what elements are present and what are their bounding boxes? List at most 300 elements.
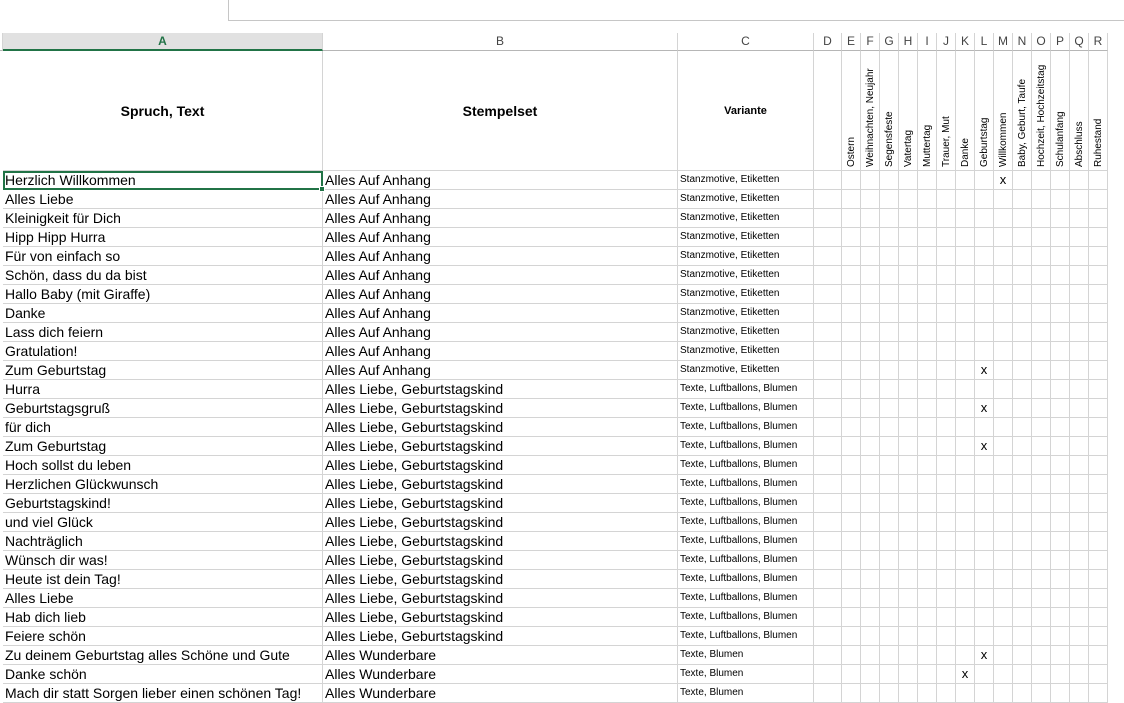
cell-f[interactable] — [861, 323, 880, 342]
cell-h[interactable] — [899, 627, 918, 646]
cell-g[interactable] — [880, 190, 899, 209]
cell-b[interactable]: Alles Wunderbare — [323, 665, 678, 684]
cell-b[interactable]: Alles Wunderbare — [323, 684, 678, 703]
cell-g[interactable] — [880, 380, 899, 399]
cell-m[interactable] — [994, 342, 1013, 361]
cell-f[interactable] — [861, 551, 880, 570]
cell-j[interactable] — [937, 171, 956, 190]
cell-c[interactable]: Texte, Luftballons, Blumen — [678, 532, 814, 551]
cell-p[interactable] — [1051, 361, 1070, 380]
cell-q[interactable] — [1070, 209, 1089, 228]
cell-k[interactable] — [956, 684, 975, 703]
cell-d[interactable] — [814, 513, 842, 532]
cell-i[interactable] — [918, 361, 937, 380]
cell-e[interactable] — [842, 608, 861, 627]
cell-l[interactable] — [975, 418, 994, 437]
cell-i[interactable] — [918, 418, 937, 437]
cell-m[interactable] — [994, 209, 1013, 228]
cell-e[interactable] — [842, 494, 861, 513]
cell-g[interactable] — [880, 551, 899, 570]
cell-q[interactable] — [1070, 494, 1089, 513]
cell-r[interactable] — [1089, 228, 1108, 247]
cell-j[interactable] — [937, 304, 956, 323]
cell-g[interactable] — [880, 304, 899, 323]
cell-p[interactable] — [1051, 589, 1070, 608]
header-cell-o[interactable] — [1032, 51, 1051, 171]
cell-n[interactable] — [1013, 399, 1032, 418]
header-cell-a[interactable]: Spruch, Text — [3, 51, 323, 171]
cell-f[interactable] — [861, 684, 880, 703]
cell-h[interactable] — [899, 475, 918, 494]
cell-n[interactable] — [1013, 209, 1032, 228]
cell-p[interactable] — [1051, 494, 1070, 513]
cell-o[interactable] — [1032, 304, 1051, 323]
cell-g[interactable] — [880, 285, 899, 304]
cell-b[interactable]: Alles Liebe, Geburtstagskind — [323, 513, 678, 532]
cell-i[interactable] — [918, 228, 937, 247]
cell-f[interactable] — [861, 418, 880, 437]
cell-e[interactable] — [842, 665, 861, 684]
column-header-o[interactable]: O — [1032, 33, 1051, 51]
cell-d[interactable] — [814, 608, 842, 627]
cell-q[interactable] — [1070, 247, 1089, 266]
cell-d[interactable] — [814, 361, 842, 380]
cell-n[interactable] — [1013, 190, 1032, 209]
cell-q[interactable] — [1070, 646, 1089, 665]
cell-g[interactable] — [880, 627, 899, 646]
cell-e[interactable] — [842, 266, 861, 285]
cell-f[interactable] — [861, 608, 880, 627]
cell-d[interactable] — [814, 551, 842, 570]
cell-o[interactable] — [1032, 285, 1051, 304]
cell-i[interactable] — [918, 551, 937, 570]
cell-p[interactable] — [1051, 304, 1070, 323]
cell-k[interactable] — [956, 304, 975, 323]
cell-r[interactable] — [1089, 551, 1108, 570]
cell-i[interactable] — [918, 209, 937, 228]
cell-i[interactable] — [918, 304, 937, 323]
cell-a[interactable]: Hab dich lieb — [3, 608, 323, 627]
cell-n[interactable] — [1013, 437, 1032, 456]
header-cell-h[interactable] — [899, 51, 918, 171]
cell-a[interactable]: Zum Geburtstag — [3, 437, 323, 456]
cell-i[interactable] — [918, 247, 937, 266]
cell-h[interactable] — [899, 589, 918, 608]
cell-r[interactable] — [1089, 209, 1108, 228]
header-cell-q[interactable] — [1070, 51, 1089, 171]
cell-h[interactable] — [899, 190, 918, 209]
cell-h[interactable] — [899, 247, 918, 266]
cell-k[interactable] — [956, 228, 975, 247]
cell-j[interactable] — [937, 589, 956, 608]
cell-g[interactable] — [880, 266, 899, 285]
cell-h[interactable] — [899, 323, 918, 342]
cell-n[interactable] — [1013, 323, 1032, 342]
cell-j[interactable] — [937, 209, 956, 228]
cell-m[interactable] — [994, 665, 1013, 684]
cell-r[interactable] — [1089, 532, 1108, 551]
cell-o[interactable] — [1032, 646, 1051, 665]
header-cell-e[interactable] — [842, 51, 861, 171]
cell-n[interactable] — [1013, 342, 1032, 361]
cell-m[interactable] — [994, 608, 1013, 627]
cell-f[interactable] — [861, 304, 880, 323]
cell-n[interactable] — [1013, 285, 1032, 304]
cell-l[interactable] — [975, 266, 994, 285]
cell-r[interactable] — [1089, 494, 1108, 513]
cell-a[interactable]: Danke schön — [3, 665, 323, 684]
cell-o[interactable] — [1032, 456, 1051, 475]
cell-q[interactable] — [1070, 532, 1089, 551]
cell-d[interactable] — [814, 323, 842, 342]
cell-p[interactable] — [1051, 513, 1070, 532]
cell-c[interactable]: Stanzmotive, Etiketten — [678, 361, 814, 380]
cell-p[interactable] — [1051, 646, 1070, 665]
cell-l[interactable]: x — [975, 437, 994, 456]
cell-b[interactable]: Alles Auf Anhang — [323, 266, 678, 285]
cell-n[interactable] — [1013, 171, 1032, 190]
cell-e[interactable] — [842, 437, 861, 456]
cell-i[interactable] — [918, 380, 937, 399]
header-cell-f[interactable] — [861, 51, 880, 171]
cell-g[interactable] — [880, 684, 899, 703]
cell-d[interactable] — [814, 532, 842, 551]
cell-r[interactable] — [1089, 513, 1108, 532]
cell-a[interactable]: Hipp Hipp Hurra — [3, 228, 323, 247]
cell-o[interactable] — [1032, 570, 1051, 589]
cell-q[interactable] — [1070, 684, 1089, 703]
cell-g[interactable] — [880, 209, 899, 228]
cell-e[interactable] — [842, 209, 861, 228]
cell-r[interactable] — [1089, 456, 1108, 475]
cell-d[interactable] — [814, 285, 842, 304]
cell-n[interactable] — [1013, 608, 1032, 627]
cell-e[interactable] — [842, 589, 861, 608]
cell-l[interactable]: x — [975, 361, 994, 380]
cell-j[interactable] — [937, 437, 956, 456]
cell-c[interactable]: Texte, Luftballons, Blumen — [678, 551, 814, 570]
cell-g[interactable] — [880, 228, 899, 247]
cell-l[interactable] — [975, 247, 994, 266]
cell-c[interactable]: Texte, Luftballons, Blumen — [678, 570, 814, 589]
cell-h[interactable] — [899, 418, 918, 437]
cell-d[interactable] — [814, 266, 842, 285]
cell-a[interactable]: Für von einfach so — [3, 247, 323, 266]
cell-k[interactable] — [956, 627, 975, 646]
cell-c[interactable]: Texte, Luftballons, Blumen — [678, 437, 814, 456]
cell-g[interactable] — [880, 399, 899, 418]
column-header-d[interactable]: D — [814, 33, 842, 51]
cell-e[interactable] — [842, 627, 861, 646]
cell-a[interactable]: Kleinigkeit für Dich — [3, 209, 323, 228]
cell-i[interactable] — [918, 475, 937, 494]
cell-o[interactable] — [1032, 228, 1051, 247]
cell-h[interactable] — [899, 361, 918, 380]
cell-l[interactable] — [975, 285, 994, 304]
cell-n[interactable] — [1013, 228, 1032, 247]
cell-m[interactable] — [994, 684, 1013, 703]
cell-q[interactable] — [1070, 304, 1089, 323]
cell-j[interactable] — [937, 513, 956, 532]
cell-e[interactable] — [842, 532, 861, 551]
cell-e[interactable] — [842, 456, 861, 475]
cell-r[interactable] — [1089, 589, 1108, 608]
cell-r[interactable] — [1089, 285, 1108, 304]
cell-m[interactable] — [994, 437, 1013, 456]
cell-b[interactable]: Alles Liebe, Geburtstagskind — [323, 437, 678, 456]
cell-r[interactable] — [1089, 437, 1108, 456]
cell-g[interactable] — [880, 570, 899, 589]
cell-g[interactable] — [880, 475, 899, 494]
cell-b[interactable]: Alles Liebe, Geburtstagskind — [323, 532, 678, 551]
cell-r[interactable] — [1089, 646, 1108, 665]
cell-n[interactable] — [1013, 665, 1032, 684]
cell-f[interactable] — [861, 171, 880, 190]
formula-bar[interactable] — [228, 0, 1124, 21]
cell-m[interactable] — [994, 646, 1013, 665]
cell-f[interactable] — [861, 627, 880, 646]
cell-p[interactable] — [1051, 380, 1070, 399]
cell-p[interactable] — [1051, 532, 1070, 551]
cell-r[interactable] — [1089, 361, 1108, 380]
cell-o[interactable] — [1032, 684, 1051, 703]
cell-q[interactable] — [1070, 399, 1089, 418]
cell-h[interactable] — [899, 608, 918, 627]
cell-k[interactable] — [956, 532, 975, 551]
cell-c[interactable]: Texte, Luftballons, Blumen — [678, 418, 814, 437]
cell-e[interactable] — [842, 190, 861, 209]
cell-h[interactable] — [899, 513, 918, 532]
cell-d[interactable] — [814, 209, 842, 228]
cell-k[interactable] — [956, 589, 975, 608]
cell-m[interactable] — [994, 589, 1013, 608]
header-cell-g[interactable] — [880, 51, 899, 171]
cell-l[interactable] — [975, 627, 994, 646]
cell-m[interactable] — [994, 361, 1013, 380]
cell-r[interactable] — [1089, 323, 1108, 342]
cell-i[interactable] — [918, 190, 937, 209]
column-header-a[interactable]: A — [3, 33, 323, 51]
cell-e[interactable] — [842, 228, 861, 247]
cell-h[interactable] — [899, 342, 918, 361]
cell-h[interactable] — [899, 399, 918, 418]
cell-c[interactable]: Texte, Luftballons, Blumen — [678, 494, 814, 513]
cell-c[interactable]: Stanzmotive, Etiketten — [678, 323, 814, 342]
cell-q[interactable] — [1070, 589, 1089, 608]
cell-a[interactable]: für dich — [3, 418, 323, 437]
cell-m[interactable] — [994, 570, 1013, 589]
cell-i[interactable] — [918, 285, 937, 304]
cell-p[interactable] — [1051, 342, 1070, 361]
cell-f[interactable] — [861, 209, 880, 228]
cell-d[interactable] — [814, 437, 842, 456]
cell-g[interactable] — [880, 646, 899, 665]
cell-e[interactable] — [842, 399, 861, 418]
cell-i[interactable] — [918, 570, 937, 589]
cell-q[interactable] — [1070, 551, 1089, 570]
cell-j[interactable] — [937, 551, 956, 570]
cell-g[interactable] — [880, 323, 899, 342]
cell-d[interactable] — [814, 304, 842, 323]
cell-b[interactable]: Alles Wunderbare — [323, 646, 678, 665]
cell-e[interactable] — [842, 285, 861, 304]
cell-c[interactable]: Stanzmotive, Etiketten — [678, 190, 814, 209]
cell-n[interactable] — [1013, 266, 1032, 285]
cell-a[interactable]: Alles Liebe — [3, 190, 323, 209]
cell-a[interactable]: Geburtstagskind! — [3, 494, 323, 513]
cell-l[interactable] — [975, 684, 994, 703]
cell-a[interactable]: Wünsch dir was! — [3, 551, 323, 570]
cell-p[interactable] — [1051, 608, 1070, 627]
cell-d[interactable] — [814, 190, 842, 209]
cell-f[interactable] — [861, 228, 880, 247]
cell-o[interactable] — [1032, 342, 1051, 361]
cell-b[interactable]: Alles Auf Anhang — [323, 304, 678, 323]
cell-c[interactable]: Texte, Luftballons, Blumen — [678, 589, 814, 608]
cell-h[interactable] — [899, 437, 918, 456]
cell-j[interactable] — [937, 361, 956, 380]
cell-m[interactable] — [994, 380, 1013, 399]
cell-r[interactable] — [1089, 570, 1108, 589]
cell-q[interactable] — [1070, 380, 1089, 399]
cell-e[interactable] — [842, 418, 861, 437]
cell-q[interactable] — [1070, 266, 1089, 285]
cell-d[interactable] — [814, 380, 842, 399]
cell-m[interactable] — [994, 285, 1013, 304]
cell-c[interactable]: Stanzmotive, Etiketten — [678, 342, 814, 361]
cell-m[interactable] — [994, 513, 1013, 532]
cell-k[interactable] — [956, 247, 975, 266]
cell-d[interactable] — [814, 171, 842, 190]
cell-m[interactable] — [994, 494, 1013, 513]
cell-o[interactable] — [1032, 266, 1051, 285]
cell-o[interactable] — [1032, 190, 1051, 209]
column-header-k[interactable]: K — [956, 33, 975, 51]
cell-c[interactable]: Texte, Luftballons, Blumen — [678, 380, 814, 399]
cell-h[interactable] — [899, 494, 918, 513]
cell-k[interactable] — [956, 266, 975, 285]
cell-b[interactable]: Alles Liebe, Geburtstagskind — [323, 627, 678, 646]
cell-a[interactable]: Lass dich feiern — [3, 323, 323, 342]
cell-g[interactable] — [880, 247, 899, 266]
cell-c[interactable]: Stanzmotive, Etiketten — [678, 304, 814, 323]
cell-k[interactable] — [956, 342, 975, 361]
cell-h[interactable] — [899, 304, 918, 323]
cell-a[interactable]: und viel Glück — [3, 513, 323, 532]
cell-p[interactable] — [1051, 627, 1070, 646]
cell-q[interactable] — [1070, 171, 1089, 190]
cell-e[interactable] — [842, 684, 861, 703]
cell-k[interactable] — [956, 323, 975, 342]
cell-b[interactable]: Alles Liebe, Geburtstagskind — [323, 399, 678, 418]
cell-h[interactable] — [899, 551, 918, 570]
cell-a[interactable]: Nachträglich — [3, 532, 323, 551]
cell-r[interactable] — [1089, 684, 1108, 703]
cell-b[interactable]: Alles Liebe, Geburtstagskind — [323, 551, 678, 570]
cell-l[interactable] — [975, 475, 994, 494]
cell-g[interactable] — [880, 456, 899, 475]
cell-m[interactable] — [994, 551, 1013, 570]
cell-c[interactable]: Texte, Blumen — [678, 646, 814, 665]
cell-q[interactable] — [1070, 285, 1089, 304]
cell-q[interactable] — [1070, 475, 1089, 494]
column-header-h[interactable]: H — [899, 33, 918, 51]
cell-f[interactable] — [861, 570, 880, 589]
cell-b[interactable]: Alles Auf Anhang — [323, 171, 678, 190]
cell-g[interactable] — [880, 532, 899, 551]
cell-c[interactable]: Texte, Luftballons, Blumen — [678, 513, 814, 532]
cell-f[interactable] — [861, 342, 880, 361]
cell-c[interactable]: Texte, Luftballons, Blumen — [678, 456, 814, 475]
cell-k[interactable] — [956, 361, 975, 380]
cell-r[interactable] — [1089, 266, 1108, 285]
cell-p[interactable] — [1051, 399, 1070, 418]
cell-a[interactable]: Geburtstagsgruß — [3, 399, 323, 418]
cell-j[interactable] — [937, 418, 956, 437]
cell-k[interactable] — [956, 437, 975, 456]
cell-p[interactable] — [1051, 209, 1070, 228]
cell-e[interactable] — [842, 570, 861, 589]
cell-k[interactable] — [956, 399, 975, 418]
cell-j[interactable] — [937, 285, 956, 304]
cell-f[interactable] — [861, 437, 880, 456]
cell-l[interactable] — [975, 513, 994, 532]
cell-b[interactable]: Alles Liebe, Geburtstagskind — [323, 475, 678, 494]
cell-b[interactable]: Alles Liebe, Geburtstagskind — [323, 589, 678, 608]
cell-q[interactable] — [1070, 418, 1089, 437]
cell-g[interactable] — [880, 494, 899, 513]
cell-c[interactable]: Stanzmotive, Etiketten — [678, 247, 814, 266]
cell-p[interactable] — [1051, 266, 1070, 285]
cell-d[interactable] — [814, 418, 842, 437]
cell-k[interactable] — [956, 190, 975, 209]
cell-b[interactable]: Alles Auf Anhang — [323, 247, 678, 266]
cell-f[interactable] — [861, 589, 880, 608]
cell-e[interactable] — [842, 323, 861, 342]
cell-b[interactable]: Alles Liebe, Geburtstagskind — [323, 494, 678, 513]
cell-j[interactable] — [937, 570, 956, 589]
cell-i[interactable] — [918, 627, 937, 646]
cell-l[interactable] — [975, 551, 994, 570]
cell-a[interactable]: Herzlichen Glückwunsch — [3, 475, 323, 494]
cell-i[interactable] — [918, 266, 937, 285]
cell-k[interactable] — [956, 456, 975, 475]
cell-d[interactable] — [814, 684, 842, 703]
cell-k[interactable]: x — [956, 665, 975, 684]
cell-k[interactable] — [956, 380, 975, 399]
fill-handle[interactable] — [319, 186, 325, 192]
cell-n[interactable] — [1013, 380, 1032, 399]
header-cell-l[interactable] — [975, 51, 994, 171]
cell-e[interactable] — [842, 513, 861, 532]
cell-f[interactable] — [861, 532, 880, 551]
cell-h[interactable] — [899, 266, 918, 285]
column-header-p[interactable]: P — [1051, 33, 1070, 51]
cell-l[interactable] — [975, 228, 994, 247]
cell-f[interactable] — [861, 456, 880, 475]
cell-j[interactable] — [937, 684, 956, 703]
cell-r[interactable] — [1089, 171, 1108, 190]
cell-j[interactable] — [937, 266, 956, 285]
column-header-m[interactable]: M — [994, 33, 1013, 51]
cell-q[interactable] — [1070, 342, 1089, 361]
cell-j[interactable] — [937, 665, 956, 684]
cell-n[interactable] — [1013, 361, 1032, 380]
cell-r[interactable] — [1089, 399, 1108, 418]
cell-i[interactable] — [918, 646, 937, 665]
cell-c[interactable]: Texte, Luftballons, Blumen — [678, 399, 814, 418]
cell-o[interactable] — [1032, 513, 1051, 532]
